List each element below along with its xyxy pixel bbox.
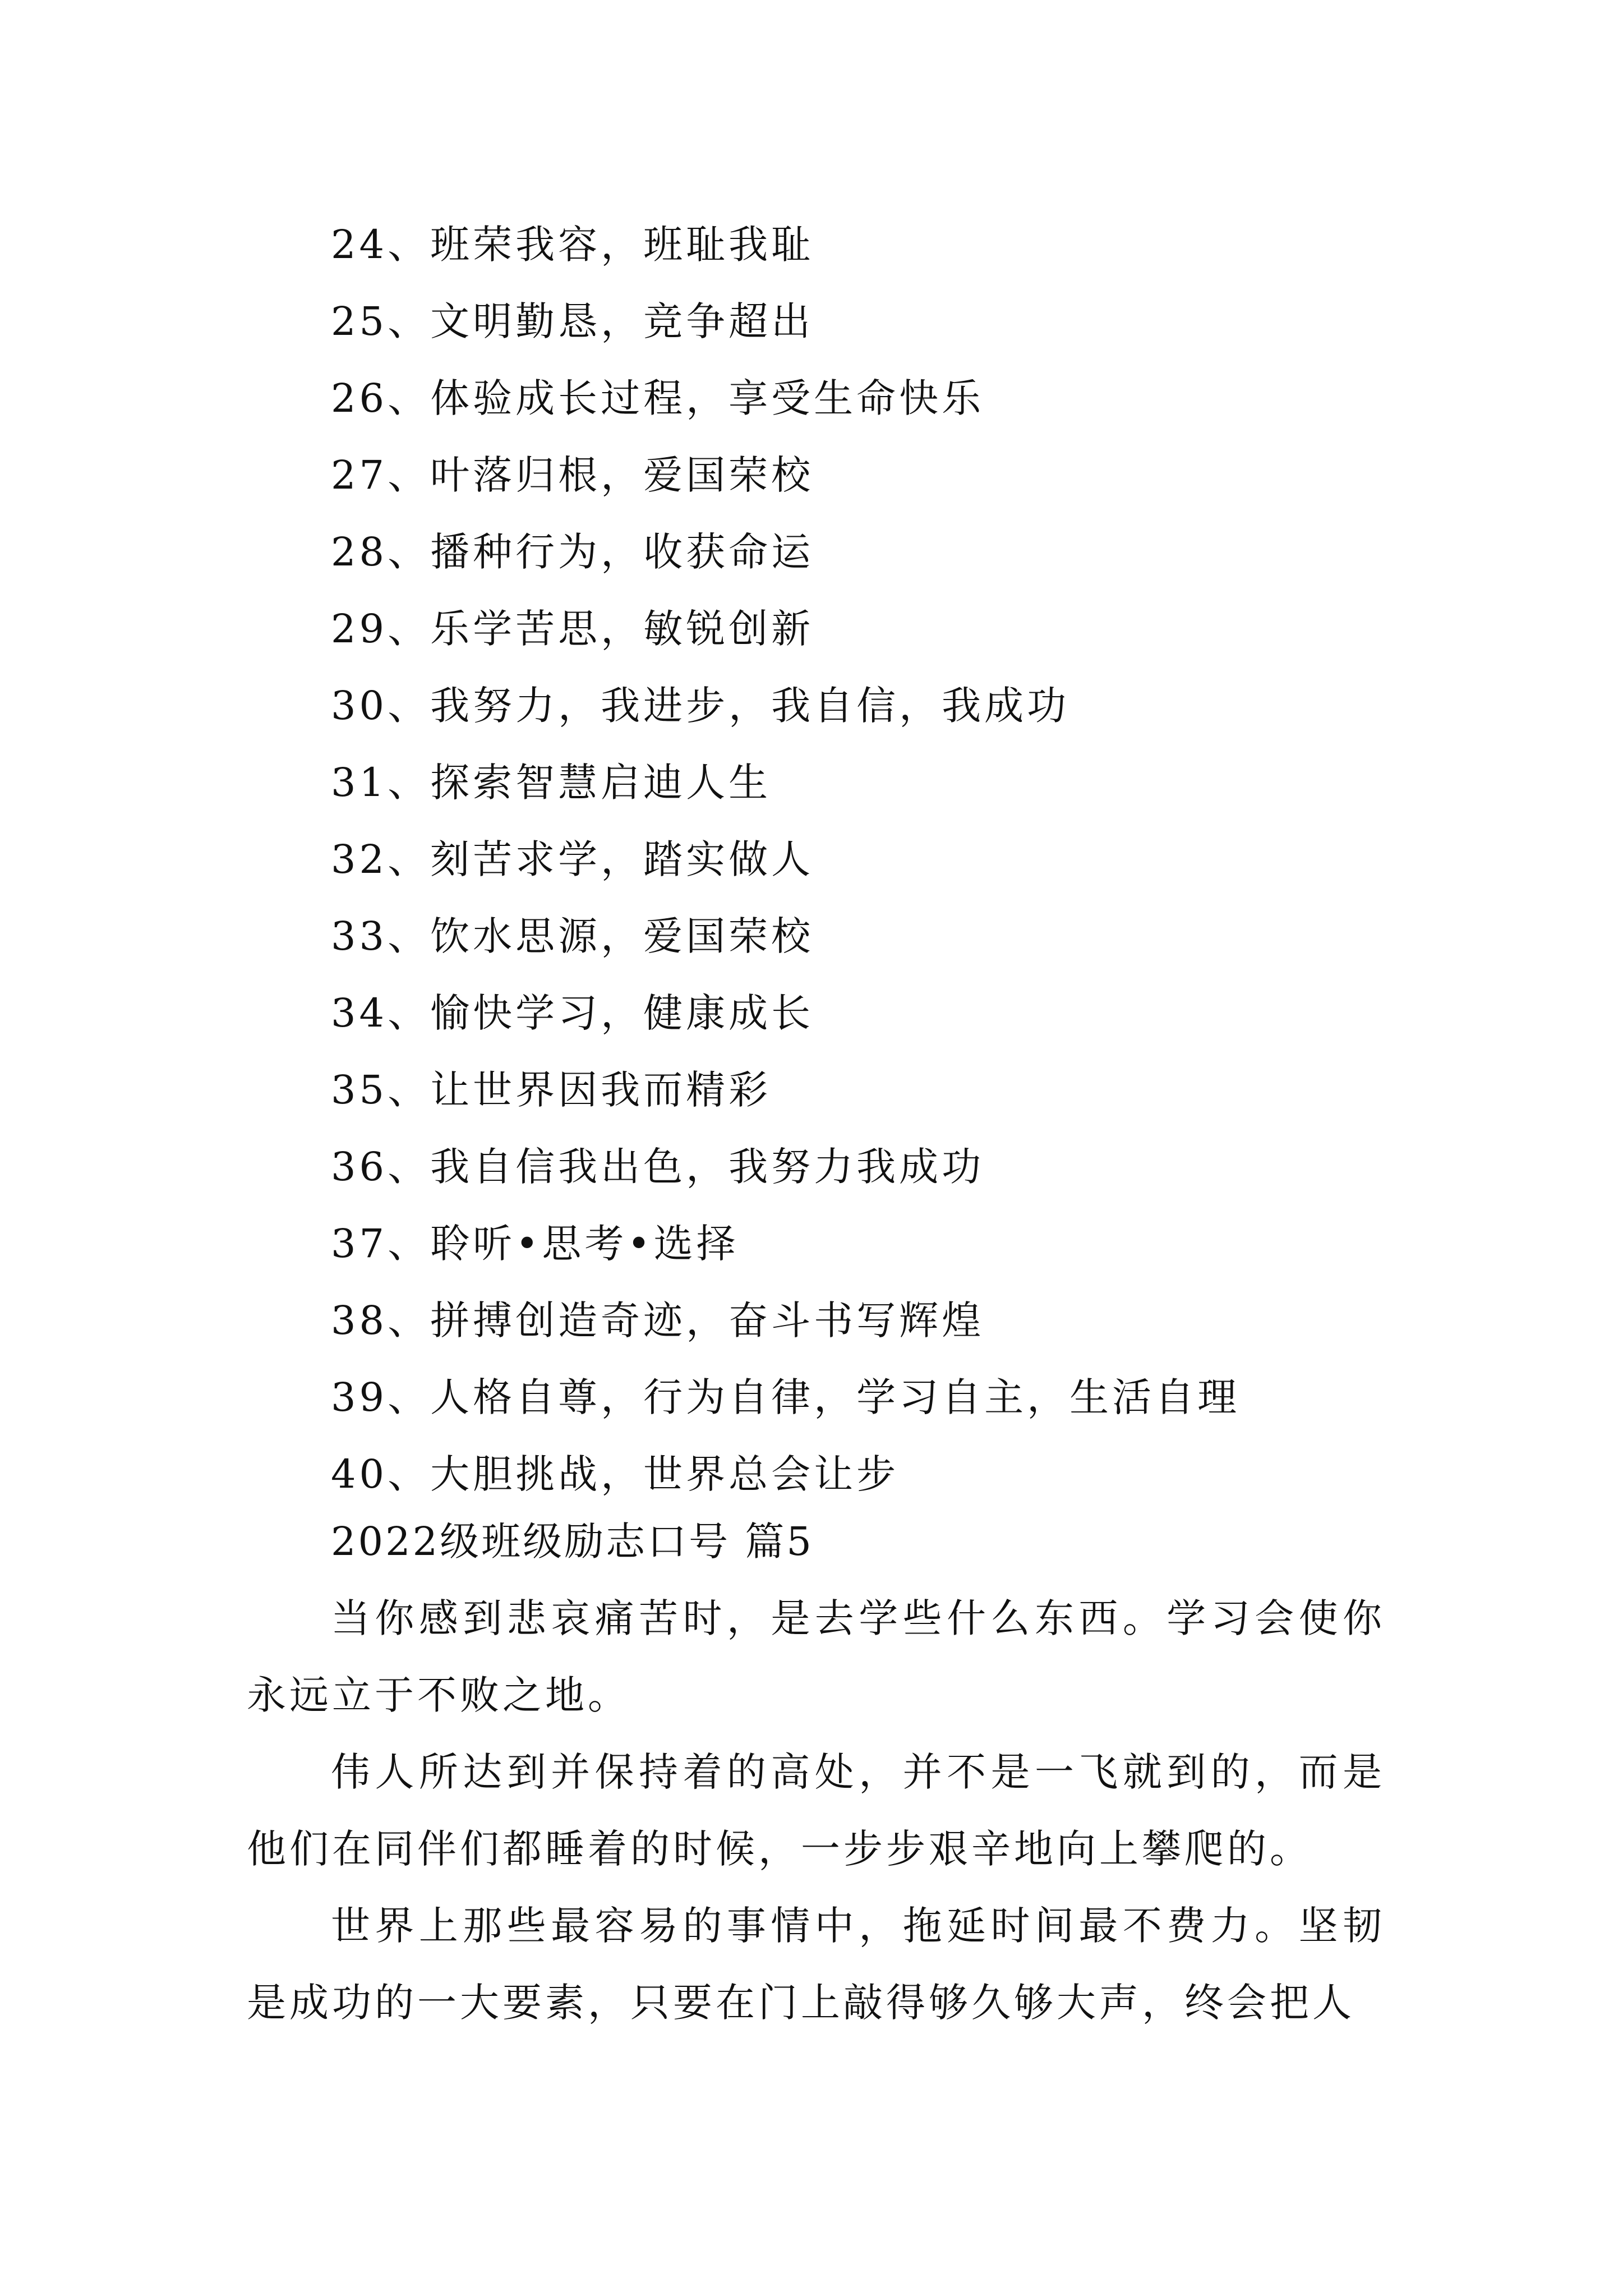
slogan-item: 38、拼搏创造奇迹，奋斗书写辉煌: [331, 1297, 985, 1343]
slogan-item: 33、饮水思源，爱国荣校: [331, 913, 814, 959]
slogan-item: 35、让世界因我而精彩: [331, 1067, 772, 1113]
slogan-item: 37、聆听•思考•选择: [331, 1221, 739, 1267]
section-heading: 2022级班级励志口号 篇5: [331, 1519, 814, 1565]
paragraph: 当你感到悲哀痛苦时，是去学些什么东西。学习会使你永远立于不败之地。: [247, 1595, 1385, 1718]
slogan-item: 36、我自信我出色，我努力我成功: [331, 1144, 985, 1190]
slogan-item: 27、叶落归根，爱国荣校: [331, 452, 814, 498]
slogan-item: 26、体验成长过程，享受生命快乐: [331, 375, 985, 421]
slogan-item: 29、乐学苦思，敏锐创新: [331, 606, 814, 652]
slogan-item: 39、人格自尊，行为自律，学习自主，生活自理: [331, 1374, 1241, 1420]
slogan-item: 28、播种行为，收获命运: [331, 529, 814, 575]
slogan-item: 24、班荣我容，班耻我耻: [331, 222, 814, 268]
slogan-item: 32、刻苦求学，踏实做人: [331, 836, 814, 882]
slogan-item: 34、愉快学习，健康成长: [331, 990, 814, 1036]
slogan-list: [331, 206, 1240, 1513]
paragraph: 世界上那些最容易的事情中，拖延时间最不费力。坚韧是成功的一大要素，只要在门上敲得够久够大声，终会把人: [247, 1903, 1385, 2026]
slogan-item: 31、探索智慧启迪人生: [331, 760, 772, 806]
body-text: [247, 1580, 1385, 2041]
paragraph: 伟人所达到并保持着的高处，并不是一飞就到的，而是他们在同伴们都睡着的时候，一步步艰辛地向上攀爬的。: [247, 1749, 1385, 1872]
slogan-item: 40、大胆挑战，世界总会让步: [331, 1451, 900, 1497]
slogan-item: 30、我努力，我进步，我自信，我成功: [331, 683, 1070, 729]
slogan-item: 25、文明勤恳，竞争超出: [331, 298, 814, 344]
